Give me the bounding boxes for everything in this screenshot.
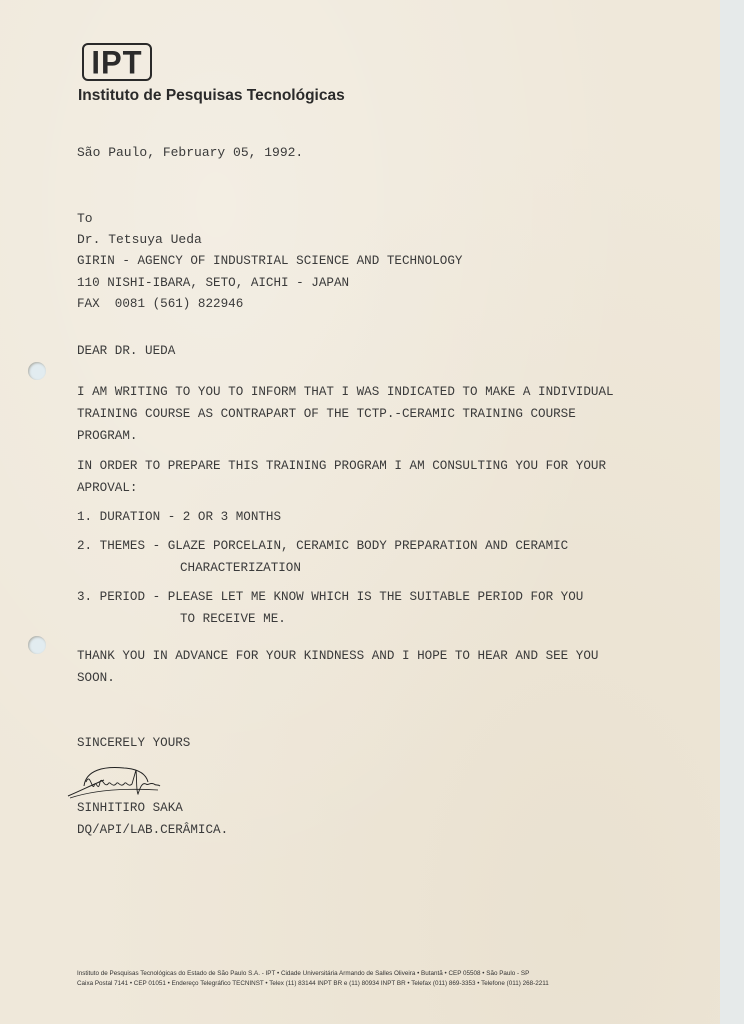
punch-hole [28, 636, 46, 654]
organization-name: Instituto de Pesquisas Tecnológicas [78, 87, 345, 104]
closing-paragraph-line: SOON. [77, 671, 115, 685]
list-item-themes-cont: CHARACTERIZATION [180, 561, 301, 575]
recipient-name: Dr. Tetsuya Ueda [77, 232, 202, 247]
recipient-to: To [77, 211, 93, 226]
body-line: I AM WRITING TO YOU TO INFORM THAT I WAS INDICATED TO MAKE A INDIVIDUAL [77, 385, 614, 399]
punch-hole [28, 362, 46, 380]
recipient-fax: FAX 0081 (561) 822946 [77, 297, 244, 311]
ipt-logo [82, 43, 152, 81]
body-line: PROGRAM. [77, 429, 138, 443]
list-item-themes: 2. THEMES - GLAZE PORCELAIN, CERAMIC BODY PREPARATION AND CERAMIC [77, 539, 569, 553]
signer-name: SINHITIRO SAKA [77, 801, 183, 815]
logo-text: IPT [91, 43, 143, 81]
recipient-address: 110 NISHI-IBARA, SETO, AICHI - JAPAN [77, 276, 350, 290]
date-line: São Paulo, February 05, 1992. [77, 145, 304, 160]
footer-line: Instituto de Pesquisas Tecnológicas do Estado de São Paulo S.A. - IPT • Cidade Universitária Armando de Salles Oliveira • Butantã • CEP 05508 • São Paulo - SP [77, 970, 530, 977]
list-item-period-cont: TO RECEIVE ME. [180, 612, 286, 626]
list-item-period: 3. PERIOD - PLEASE LET ME KNOW WHICH IS THE SUITABLE PERIOD FOR YOU [77, 590, 584, 604]
signer-department: DQ/API/LAB.CERÂMICA. [77, 823, 229, 837]
list-item-duration: 1. DURATION - 2 OR 3 MONTHS [77, 510, 282, 524]
footer-line: Caixa Postal 7141 • CEP 01051 • Endereço Telegráfico TECNINST • Telex (11) 83144 INPT BR e (11) 80934 INPT BR • Telefax (011) 869-3353 • Telefone (011) 268-2211 [77, 980, 549, 987]
scan-background [720, 0, 744, 1024]
closing-paragraph-line: THANK YOU IN ADVANCE FOR YOUR KINDNESS AND I HOPE TO HEAR AND SEE YOU [77, 649, 599, 663]
body-line: IN ORDER TO PREPARE THIS TRAINING PROGRAM I AM CONSULTING YOU FOR YOUR [77, 459, 607, 473]
body-line: APROVAL: [77, 481, 138, 495]
salutation: DEAR DR. UEDA [77, 344, 176, 358]
signature [64, 760, 164, 802]
closing: SINCERELY YOURS [77, 736, 191, 750]
body-line: TRAINING COURSE AS CONTRAPART OF THE TCTP.-CERAMIC TRAINING COURSE [77, 407, 576, 421]
recipient-agency: GIRIN - AGENCY OF INDUSTRIAL SCIENCE AND TECHNOLOGY [77, 254, 463, 268]
